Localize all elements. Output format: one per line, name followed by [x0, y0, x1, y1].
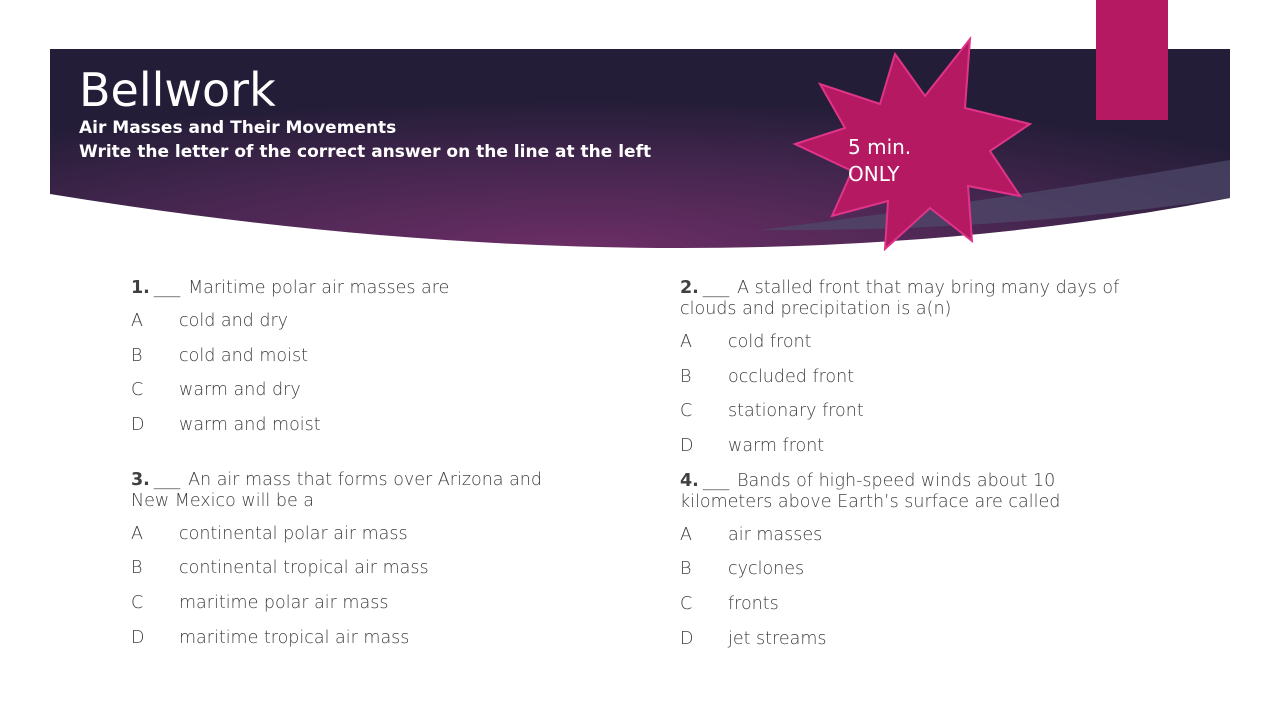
option-a: A cold front [680, 332, 812, 352]
question-4 [680, 471, 1120, 664]
option-c: C stationary front [680, 401, 864, 422]
title-block [79, 64, 839, 164]
question-number: 3. [131, 469, 150, 490]
question-number: 2. [680, 278, 699, 298]
option-b: B continental tropical air mass [131, 558, 429, 579]
option-d: D warm front [680, 436, 825, 457]
option-d: D warm and moist [131, 415, 321, 436]
option-c: C fronts [680, 594, 779, 615]
answer-blank: ___ [153, 469, 181, 490]
answer-blank: ___ [702, 278, 730, 298]
answer-blank: ___ [153, 278, 181, 298]
subtitle-topic: Air Masses and Their Movements [79, 118, 397, 138]
question-2 [680, 278, 1120, 471]
question-text: Maritime polar air masses are [188, 278, 450, 298]
question-text: An air mass that forms over Arizona and New Mexico will be a [131, 469, 543, 511]
left-column [131, 278, 581, 663]
option-c: C maritime polar air mass [131, 593, 389, 614]
option-d: D jet streams [680, 628, 827, 649]
right-column [680, 278, 1120, 664]
option-b: B occluded front [680, 366, 855, 387]
question-1 [131, 278, 581, 450]
option-b: B cyclones [680, 559, 805, 580]
option-d: D maritime tropical air mass [131, 627, 410, 648]
page-title: Bellwork [79, 63, 276, 117]
time-limit-only: ONLY [848, 162, 900, 186]
accent-bar [1096, 0, 1168, 120]
time-limit-value: 5 min. [848, 135, 912, 159]
question-number: 1. [131, 278, 150, 298]
option-c: C warm and dry [131, 380, 301, 401]
question-text: A stalled front that may bring many days of clouds and precipitation is a(n) [680, 278, 1120, 319]
subtitle-instructions: Write the letter of the correct answer on the line at the left [79, 142, 652, 162]
option-a: A cold and dry [131, 311, 289, 331]
time-limit-badge [848, 134, 968, 188]
question-number: 4. [680, 470, 699, 491]
option-a: A air masses [680, 524, 823, 545]
question-text: Bands of high-speed winds about 10 kilometers above Earth’s surface are called [680, 470, 1061, 512]
question-3 [131, 470, 581, 663]
option-a: A continental polar air mass [131, 523, 408, 544]
answer-blank: ___ [702, 470, 730, 491]
option-b: B cold and moist [131, 345, 308, 366]
